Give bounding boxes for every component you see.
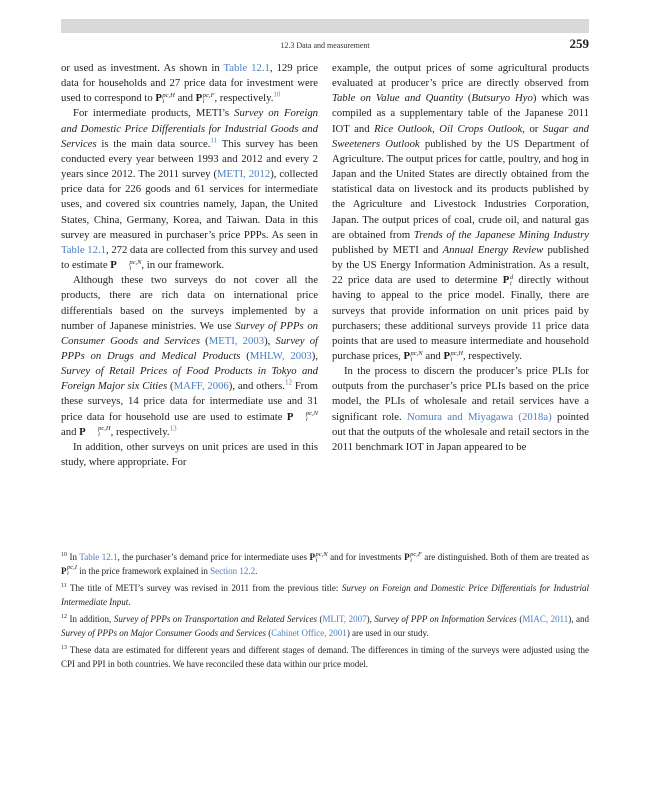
footnote-11: $^{11}$ The title of METI’s survey was revised in 2011 from the previous title: Survey on Foreign and Domestic Price Differentials for Industrial Intermediate Input. (61, 583, 589, 607)
citation-link[interactable]: MLIT, 2007 (322, 614, 367, 624)
survey-title: Survey of PPPs on Drugs and Medical Products (61, 334, 319, 362)
survey-title: Survey of Retail Prices of Food Products in Tokyo and Foreign Major six Cities (61, 365, 318, 393)
citation-link[interactable]: METI, 2012 (217, 168, 271, 181)
source-title: Table on Value and Quantity (332, 92, 463, 105)
citation-link[interactable]: Nomura and Miyagawa (2018a) (407, 410, 552, 423)
source-title: Rice Outlook, Oil Crops Outlook, (374, 122, 525, 135)
price-variable: P pc,H i (79, 425, 111, 439)
page-number: 259 (569, 36, 589, 51)
price-variable: P pc,N i (309, 550, 328, 564)
footnote-12: $^{12}$ In addition, Survey of PPPs on Transportation and Related Services (MLIT, 2007), Survey of PPP on Information Services (MIAC, 2011), and Survey of PPPs on Major Consumer Goods and Services (Cabinet Office, 2001) are used in our study. (61, 614, 590, 638)
footnote-13: $^{13}$ These data are estimated for different years and different stages of demand. The differences in timing of the surveys were adjusted using the CPI and PPI in both countries. We have reconciled these data within our price model. (61, 645, 589, 669)
survey-title: Survey of PPPs on Transportation and Related Services (113, 614, 317, 624)
header-section-title: 12.3 Data and measurement (280, 41, 370, 50)
survey-title: Survey on Foreign and Domestic Price Differentials for Industrial Intermediate Input (61, 583, 589, 607)
paragraph: or used as investment. As shown in Table 12.1, 129 price data for households and 27 price data for investment were used to correspond to P pc,H i and P pc,F i , respectively.$^{10}$ (61, 62, 318, 105)
citation-link[interactable]: Cabinet Office, 2001 (271, 627, 347, 638)
citation-link[interactable]: MAFF, 2006 (173, 380, 229, 393)
price-variable: P pc,N i (110, 258, 142, 272)
survey-title: Survey of PPPs on Consumer Goods and Services (61, 319, 319, 347)
source-title: Annual Energy Review (442, 243, 544, 256)
citation-link[interactable]: MIAC, 2011 (522, 614, 569, 624)
running-header (61, 36, 589, 52)
price-variable: P pc,F i (195, 91, 215, 105)
price-variable: P pc,H i (155, 91, 175, 105)
price-variable: P pc,N i (286, 410, 318, 424)
table-link[interactable]: Table 12.1 (61, 243, 106, 256)
footnote-10: $^{10}$ In Table 12.1, the purchaser’s demand price for intermediate uses P pc,N i and for investments P pc,F i are distinguished. Both of them are treated as P pc,I i in the price framework explained in Section 12.2. (61, 550, 589, 578)
price-variable: P d i (502, 273, 514, 287)
price-variable: P pc,H i (443, 349, 463, 363)
paragraph: For intermediate products, METI’s Survey on Foreign and Domestic Price Differentials for Industrial Goods and Services is the main data source.$^{11}$ This survey has been conducted every year between 1993 and 2012 and every 2 years since 2012. The 2011 survey (METI, 2012), collected price data for 226 goods and 61 services for intermediate uses, and covered six countries namely, Japan, the United States, China, Germany, Korea, and Taiwan. Data in this survey are measured in purchaser’s price PPPs. As seen in Table 12.1, 272 data are collected from this survey and used to estimate P pc,N i , in our framework. (61, 107, 319, 272)
citation-link[interactable]: MHLW, 2003 (249, 349, 312, 362)
citation-link[interactable]: METI, 2003 (208, 334, 265, 347)
paragraph: In the process to discern the producer’s price PLIs for outputs from the purchaser’s price PLIs based on the price model, the PLIs of wholesale and retail services have a significant role. Nomura and Miyagawa (2018a) pointed out that the outputs of the wholesale and retail sectors in the 2011 benchmark IOT in Japan appeared to be (332, 365, 590, 453)
paragraph: example, the output prices of some agricultural products evaluated at producer’s price are directly observed from Table on Value and Quantity (Butsuryo Hyo) which was compiled as a supplementary table of the Japanese 2011 IOT and Rice Outlook, Oil Crops Outlook, or Sugar and Sweeteners Outlook published by the US Department of Agriculture. The output prices for cattle, poultry, and hog in Japan and the United States are directly obtained from the statistical data on livestock and its products published by the Agriculture and Livestock Industries Corporation, Japan. The output prices of coal, crude oil, and natural gas are obtained from Trends of the Japanese Mining Industry published by METI and Annual Energy Review published by the US Energy Information Administration. As a result, 22 price data are used to determine P d i directly without having to appeal to the price model. Finally, there are surveys that provide information on unit prices paid by purchasers; these additional surveys provide 11 price data points that are used to measure intermediate and household purchase prices, P pc,N i and P pc,H i , respectively. (332, 62, 590, 363)
footnote-ref[interactable]: 13 (169, 424, 177, 433)
source-title: Sugar and Sweeteners Outlook (332, 122, 590, 150)
paragraph: Although these two surveys do not cover all the products, there are rich data on international price differentials based on the surveys implemented by a number of Japanese ministries. We use Survey of PPPs on Consumer Goods and Services (METI, 2003), Survey of PPPs on Drugs and Medical Products (MHLW, 2003), Survey of Retail Prices of Food Products in Tokyo and Foreign Major six Cities (MAFF, 2006), and others.$^{12}$ From these surveys, 14 price data for intermediate use and 31 price data for household use are used to estimate P pc,N i and P pc,H i , respectively.$^{13}$ (61, 274, 319, 439)
source-title: Butsuryo Hyo (471, 92, 533, 105)
table-link[interactable]: Table 12.1 (79, 552, 118, 562)
survey-title: Survey on Foreign and Domestic Price Differentials for Industrial Goods and Services (61, 107, 319, 150)
footnote-ref[interactable]: 11 (210, 136, 218, 145)
price-variable: P pc,N i (403, 349, 423, 363)
footnote-ref[interactable]: 10 (273, 90, 281, 99)
survey-title: Survey of PPP on Information Services (374, 614, 517, 624)
source-title: Trends of the Japanese Mining Industry (413, 228, 590, 241)
right-column (332, 61, 589, 455)
footnote-ref[interactable]: 12 (284, 378, 292, 387)
table-link[interactable]: Table 12.1 (223, 62, 270, 74)
price-variable: P pc,I i (61, 564, 77, 578)
paragraph: In addition, other surveys on unit prices are used in this study, where appropriate. For (61, 440, 318, 469)
price-variable: P pc,F i (404, 550, 422, 564)
footnotes (61, 551, 589, 675)
left-column (61, 61, 318, 470)
section-link[interactable]: Section 12.2 (210, 565, 256, 576)
survey-title: Survey of PPPs on Major Consumer Goods and Services (61, 627, 266, 638)
header-bar (61, 19, 589, 33)
